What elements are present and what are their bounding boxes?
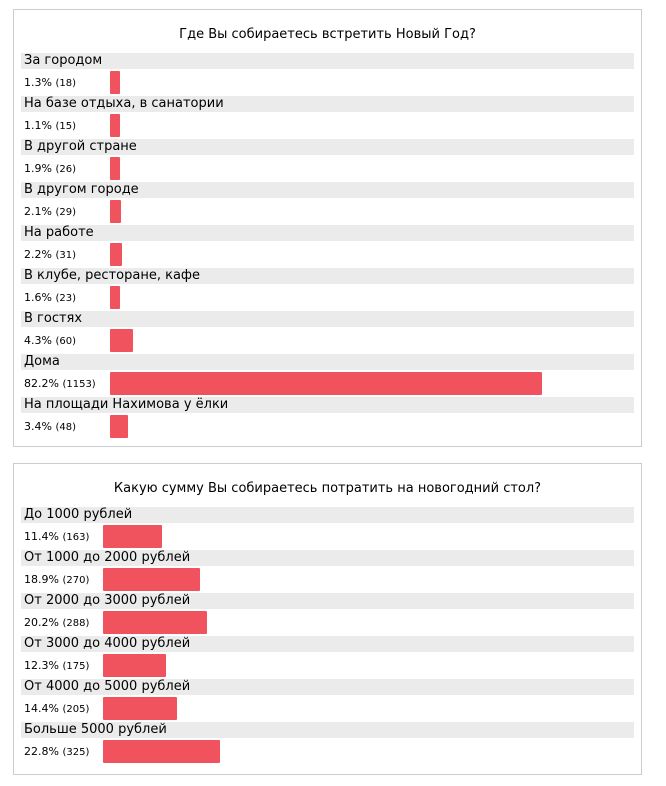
result-bar	[110, 286, 120, 309]
option-percent: 2.2%	[24, 248, 52, 261]
option-count: (325)	[62, 747, 90, 758]
result-bar	[103, 697, 177, 720]
poll-options	[14, 53, 641, 440]
option-stat	[21, 370, 634, 397]
option-percent: 1.1%	[24, 119, 52, 132]
poll-table-budget	[13, 463, 642, 775]
poll-option	[21, 182, 634, 225]
poll-option	[21, 679, 634, 722]
poll-option	[21, 311, 634, 354]
option-count: (15)	[55, 121, 76, 132]
option-label: От 4000 до 5000 рублей	[21, 679, 634, 695]
option-label: За городом	[21, 53, 634, 69]
result-bar	[103, 654, 166, 677]
option-count: (31)	[55, 250, 76, 261]
poll-option	[21, 550, 634, 593]
option-result-text	[24, 530, 89, 544]
result-bar	[110, 114, 120, 137]
option-percent: 22.8%	[24, 745, 59, 758]
option-stat	[21, 738, 634, 765]
option-label: Больше 5000 рублей	[21, 722, 634, 738]
option-stat	[21, 413, 634, 440]
result-bar	[110, 415, 128, 438]
option-percent: 1.6%	[24, 291, 52, 304]
option-result-text	[24, 420, 76, 434]
option-label: В гостях	[21, 311, 634, 327]
option-result-text	[24, 205, 76, 219]
result-bar	[110, 71, 120, 94]
option-percent: 1.9%	[24, 162, 52, 175]
option-stat	[21, 566, 634, 593]
option-count: (18)	[55, 78, 76, 89]
option-count: (60)	[55, 336, 76, 347]
option-result-text	[24, 119, 76, 133]
option-percent: 1.3%	[24, 76, 52, 89]
option-percent: 18.9%	[24, 573, 59, 586]
option-percent: 2.1%	[24, 205, 52, 218]
poll-title: Какую сумму Вы собираетесь потратить на новогодний стол?	[113, 481, 542, 496]
poll-option	[21, 593, 634, 636]
option-stat	[21, 69, 634, 96]
result-bar	[110, 243, 122, 266]
option-percent: 82.2%	[24, 377, 59, 390]
option-count: (48)	[55, 422, 76, 433]
option-stat	[21, 112, 634, 139]
option-percent: 14.4%	[24, 702, 59, 715]
option-label: В другой стране	[21, 139, 634, 155]
poll-option	[21, 139, 634, 182]
poll-new-year-location	[13, 9, 642, 447]
option-count: (175)	[62, 661, 90, 672]
option-stat	[21, 609, 634, 636]
option-label: От 3000 до 4000 рублей	[21, 636, 634, 652]
option-label: Дома	[21, 354, 634, 370]
option-count: (23)	[55, 293, 76, 304]
result-bar	[110, 372, 542, 395]
option-stat	[21, 327, 634, 354]
option-label: До 1000 рублей	[21, 507, 634, 523]
option-count: (270)	[62, 575, 90, 586]
option-label: От 1000 до 2000 рублей	[21, 550, 634, 566]
result-bar	[103, 568, 200, 591]
option-result-text	[24, 291, 76, 305]
poll-option	[21, 507, 634, 550]
option-percent: 11.4%	[24, 530, 59, 543]
poll-option	[21, 354, 634, 397]
option-stat	[21, 523, 634, 550]
option-result-text	[24, 745, 89, 759]
option-label: На работе	[21, 225, 634, 241]
option-stat	[21, 284, 634, 311]
poll-option	[21, 722, 634, 765]
option-count: (205)	[62, 704, 90, 715]
option-label: В клубе, ресторане, кафе	[21, 268, 634, 284]
result-bar	[110, 329, 133, 352]
option-label: В другом городе	[21, 182, 634, 198]
option-label: На базе отдыха, в санатории	[21, 96, 634, 112]
result-bar	[110, 157, 120, 180]
option-result-text	[24, 616, 89, 630]
poll-option	[21, 397, 634, 440]
option-stat	[21, 198, 634, 225]
option-count: (163)	[62, 532, 90, 543]
poll-option	[21, 225, 634, 268]
option-result-text	[24, 702, 89, 716]
poll-option	[21, 53, 634, 96]
option-result-text	[24, 377, 96, 391]
option-result-text	[24, 659, 89, 673]
result-bar	[103, 740, 220, 763]
option-result-text	[24, 248, 76, 262]
poll-options	[14, 507, 641, 765]
poll-title: Где Вы собираетесь встретить Новый Год?	[179, 27, 476, 42]
poll-option	[21, 268, 634, 311]
option-label: На площади Нахимова у ёлки	[21, 397, 634, 413]
option-stat	[21, 652, 634, 679]
option-count: (29)	[55, 207, 76, 218]
option-result-text	[24, 162, 76, 176]
option-stat	[21, 241, 634, 268]
poll-option	[21, 96, 634, 139]
result-bar	[110, 200, 121, 223]
result-bar	[103, 525, 162, 548]
option-stat	[21, 155, 634, 182]
result-bar	[103, 611, 207, 634]
option-percent: 20.2%	[24, 616, 59, 629]
option-percent: 4.3%	[24, 334, 52, 347]
option-percent: 3.4%	[24, 420, 52, 433]
option-label: От 2000 до 3000 рублей	[21, 593, 634, 609]
option-result-text	[24, 76, 76, 90]
poll-option	[21, 636, 634, 679]
option-percent: 12.3%	[24, 659, 59, 672]
option-stat	[21, 695, 634, 722]
option-count: (288)	[62, 618, 90, 629]
option-result-text	[24, 334, 76, 348]
option-result-text	[24, 573, 89, 587]
option-count: (1153)	[62, 379, 96, 390]
option-count: (26)	[55, 164, 76, 175]
